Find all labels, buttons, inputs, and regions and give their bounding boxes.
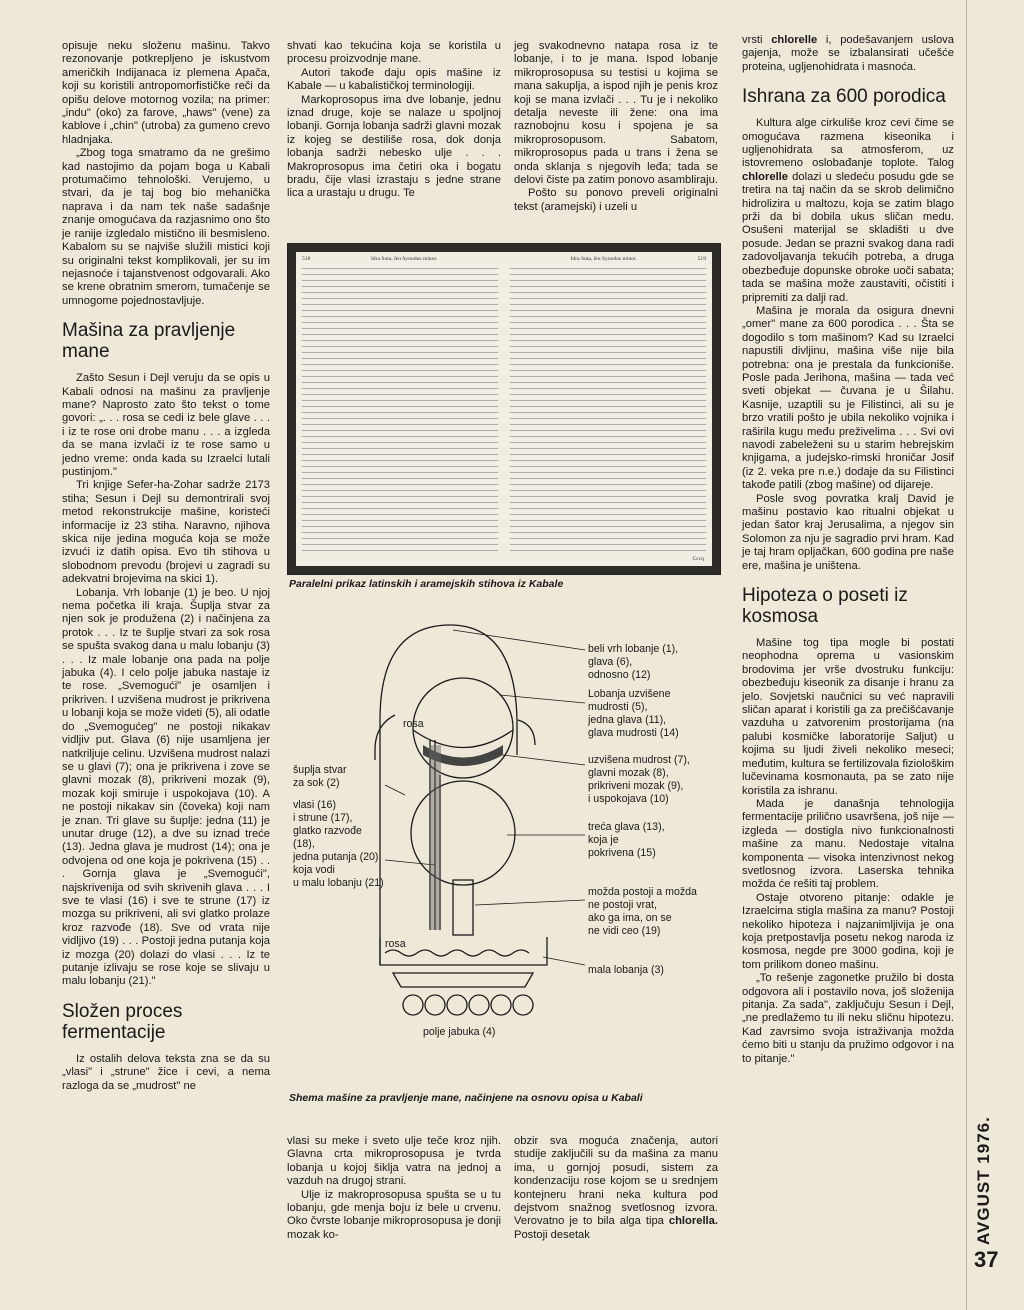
manna-machine-diagram (285, 585, 718, 1090)
paragraph (742, 34, 954, 74)
label-skull-wisdom: mudrosti (5), (588, 701, 648, 713)
section-heading: Hipoteza o poseti iz kosmosa (742, 585, 908, 628)
apple (425, 995, 445, 1015)
paragraph: Ulje iz makroprosopusa spušta se u tu lobanju, gde menja boju iz bele u crvenu. Oko čvrste lobanje mikroprosopusa je donji mozak ko- (287, 1188, 501, 1241)
label-small-skull-3: mala lobanja (3) (588, 964, 664, 976)
label-leading: koja vodi (293, 864, 335, 876)
label-neck: ne postoji vrat, (588, 899, 657, 911)
label-covered: pokrivena (15) (588, 847, 656, 859)
keyword: chlorelle (771, 34, 818, 46)
paragraph: Pošto su ponovo preveli originalni tekst (aramejski) i uzeli u (514, 187, 718, 213)
page-header: Idra Suta, ſeu Synodus minor. (570, 256, 638, 262)
label-which-is: koja je (588, 834, 619, 846)
paragraph: Lobanja. Vrh lobanje (1) je beo. U njoj nema početka ili kraja. Šuplja stvar za njen sok je produžena (2) i načinjena za protok . . . Iz te šuplje stvari za sok rosa se spušta svakog dana u malu lobanju (3) . . . Iz male lobanje ona pada na polje jabuka (4). I celo polje jabuka nastaje iz te rose. „Svemogući" je osamljen i prikriven. I uzvišena mudrost je prikrivena u lobanji koja se može videti (5), ali odatle do „Svemogućeg" ne postoji nikakav vidljiv put. Glava (6) nije usamljena jer natkriljuje celinu. Uzvišena mudrost nalazi se u glavi (7); ona je prikrivena i zove se glavni mozak (8), prikriveni mozak (9), mozak koji smiruje i uspokojava (10). A ne postoji nikakav sin (čoveka) koji nam je znan. Tri glave su šuplje: jedna (11) je unutar druge (12), a dve su iznad treće (13). Jedna glava je mudrost (14); ona je odvojena od one koja je pokrivena (15) . . . Gornja glava je „Svemogući", najskrivenija od svih skrivenih glava . . . I sve te vlasi (16) i sve te strune (17) iz mozga su prikriveni, ali svi glatko prolaze kroz razvođe (18). Sve od vrata nije vidljivo (19) . . . Postoji jedna putanja koja iz mozga (20) dolazi do vlasi . . . Iz te putanje izlivaju se rose koje se slivaju u malu lobanju (21)." (62, 586, 270, 988)
small-skull-dish (393, 973, 533, 987)
page-number: 37 (974, 1247, 999, 1272)
text-run: vrsti (742, 34, 772, 46)
apple (447, 995, 467, 1015)
label-hairs: vlasi (16) (293, 799, 336, 811)
column-4 (742, 34, 954, 1066)
section-heading: Ishrana za 600 porodica (742, 86, 946, 108)
paragraph: opisuje neku složenu mašinu. Takvo rezonovanje potkrepljeno je iskustvom američkih Indijanaca iz plemena Apača, koji su koristili antropomorfističke reči da opišu delove motornog vozila; na primer: „indu" (oko) za farove, „haws" (vene) za kablove i „chin" (utroba) za gumeno crevo hladnjaka. (62, 40, 270, 146)
paragraph: Mašine tog tipa mogle bi postati neophodna oprema u vasionskim brodovima jer vrše dvostruku funkciju: obezbeđuju kiseonik za disanje i hranu za jelo. Sovjetski naučnici su već napravili sličan aparat i koristili ga za prečišćavanje vazduha u zatvorenim prostorijama (na palubi kosmičke laboratorije Saljut) u kojima su ljudi živeli nekoliko meseci; međutim, kultura se fertilizovala fiziološkim lučevinama kosmonauta, pa se zato nije koristila za ishranu. (742, 637, 954, 797)
paragraph: vlasi su meke i sveto ulje teče kroz njih. Glavna crta mikroprosopusa je tvrda lobanja u kojoj šiklja vatra na jednoj a vazduh na drugoj strani. (287, 1135, 501, 1188)
paragraph: „To rešenje zagonetke pružilo bi dosta odgovora ali i postavilo nova, još složenija pitanja. Za sada", zaključuju Sesun i Dejl, „ne predlažemo tu ili neku sličnu hipotezu. Kad zavrsimo svoja istraživanja možda ćemo biti u stanju da pružimo odgovor i na to pitanje." (742, 972, 954, 1065)
column-2-top (287, 40, 501, 201)
text-run: Postoji desetak (514, 1228, 590, 1241)
label-neck: možda postoji a možda (588, 886, 697, 898)
text-run: i, podešavanjem uslova gajenja, može se izbalansirati učešće proteina, ugljenohidrata i masnoća. (742, 34, 954, 73)
label-skull-wisdom: Lobanja uzvišene (588, 688, 671, 700)
paragraph: Zašto Sesun i Dejl veruju da se opis u Kabali odnosi na mašinu za pravljenje mane? Naprosto zato što tekst o tome govori: „. . . rosa se cedi iz bele glave . . . i iz te rose oni drobe manu . . . a izgleda da se mana izvlači iz te rose samo u jedno vreme: onda kada su Izraelci lutali pustinjom." (62, 372, 270, 478)
page-footer-side (968, 1035, 1008, 1275)
kabbalah-book-scan (287, 243, 721, 575)
apple (403, 995, 423, 1015)
column-1 (62, 40, 270, 1093)
label-path: jedna putanja (20) (293, 851, 379, 863)
paragraph: shvati kao tekućina koja se koristila u procesu proizvodnje mane. (287, 40, 501, 66)
label-strings: i strune (17), (293, 812, 353, 824)
aramaic-page (504, 252, 712, 566)
column-3-top (514, 40, 718, 214)
label-one-head: jedna glava (11), (588, 714, 667, 726)
text-run: dolazi u sledeću posudu gde se tretira na taj način da se skrob delimično hidrolizira u maltozu, koja se zatim blago prži da bi dobila ukus sličan medu. Osušeni materijal se skladišti u dve posude. Jedan se prazni svakog dana radi zadovoljavanja tekućih potreba, a druga obezbeđuje dopunske obroke uoči sabata; tada se mašina može zaustaviti, očistiti i pripremiti za dalji rad. (742, 170, 954, 304)
text-run: Kultura alge cirkuliše kroz cevi čime se omogućava razmena kiseonika i ugljenohidrata sa atmosferom, uz istovremeno oslobađanje toplote. Talog (742, 117, 954, 170)
paragraph: Tri knjige Sefer-ha-Zohar sadrže 2173 stiha; Sesun i Dejl su demontrirali svoj metod rekonstrukcije mašine, koristeći informacije iz 23 stiha. Naravno, njihova skica nije jedina moguća koja se može izvući iz datih opisa. Evo tih stihova u slobodnom prevodu (brojevi u zagradi su adekvatni brojevima na skici 1). (62, 479, 270, 586)
paragraph: Ostaje otvoreno pitanje: odakle je Izraelcima stigla mašina za manu? Postoji nekoliko hipoteza i najzanimljivija je ona koja pretpostavlja posetu nekog naroda iz kosmosa, negde pre 3000 godina, koji je tom prilikom doneo mašinu. (742, 891, 954, 971)
apple (513, 995, 533, 1015)
label-supreme-wisdom: uzvišena mudrost (7), (588, 754, 690, 766)
apple (469, 995, 489, 1015)
label-dew-top: rosa (403, 718, 424, 730)
apple (491, 995, 511, 1015)
paragraph: Autori takođe daju opis mašine iz Kabale — u kabalističkoj terminologiji. (287, 66, 501, 93)
label-neck: ako ga ima, on se (588, 912, 672, 924)
page-header: Idra Suta, ſeu Synodus minor. (370, 256, 438, 262)
label-white-top: beli vrh lobanje (1), (588, 643, 679, 655)
label-main-brain: glavni mozak (8), (588, 767, 669, 779)
label-calming: i uspokojava (10) (588, 793, 669, 805)
paragraph: jeg svakodnevno natapa rosa iz te lobanje, i to je mana. Ispod lobanje mikroprosopusa su testisi u kojima se mana sakuplja, a ispod njih je penis kroz koji se mana izvlači . . . Tu je i nekoliko detalja neveste ili žene: ona ima raznobojnu kosu i spojena je sa mikroprosopusom. Sabatom, mikroprosopus pada u trans i žena se onda sklanja s njegovih leđa; tada se delovi čiste pa zatim ponovo asambliraju. (514, 40, 718, 187)
paragraph: Iz ostalih delova teksta zna se da su „vlasi" i „strune" žice i cevi, a nema razloga da se „mudrost" ne (62, 1052, 270, 1092)
diagram-caption: Shema mašine za pravljenje mane, načinjene na osnovu opisa u Kabali (289, 1092, 643, 1104)
page-number: 518 (302, 256, 311, 262)
outer-dome (380, 625, 517, 720)
label-dew-bottom: rosa (385, 938, 406, 950)
label-small-skull: u malu lobanju (21) (293, 877, 384, 889)
keyword: chlorelle (742, 170, 789, 183)
latin-page (296, 252, 504, 566)
label-hollow-thing: šuplja stvar (293, 764, 347, 776)
section-heading: Mašina za pravljenje mane (62, 320, 236, 363)
label-head: glava (6), (588, 656, 633, 668)
label-smooth-divide: glatko razvođe (293, 825, 362, 837)
text-run: obzir sva moguća značenja, autori studije zaključili su da mašina za manu ima, u gornjoj posudi, sistem za kondenzaciju rose kojom se u srednjem kontejneru hrani neka kultura pod dejstvom snažnog svetlosnog izvora. Verovatno je to bila alga tipa (514, 1135, 718, 1228)
page-footer: Cccq (692, 555, 704, 562)
keyword: chlorella. (668, 1215, 718, 1228)
paragraph: Markoprosopus ima dve lobanje, jednu iznad druge, koje se nalaze u spoljnoj lobanji. Gornja lobanja sadrži glavni mozak iz kojeg se destiliše rosa, dok donja lobanja sadrži nebesko ulje . . . Makroprosopus ima četiri oka i bogatu bradu, čije vlasi izrastaju s jedne strane lica a urastaju u drugu. Te (287, 93, 501, 200)
paragraph: Posle svog povratka kralj David je mašinu postavio kao ritualni objekat u jedan šator kraj Jerusalima, a njegov sin Solomon za nju je sagradio prvi hram. Kad je taj hram opljačkan, 600 godina pre naše ere, mašina je uništena. (742, 492, 954, 572)
column-2-bottom (287, 1135, 501, 1242)
text-lines (302, 266, 498, 552)
page-number: 519 (697, 256, 706, 262)
label-apple-field: polje jabuka (4) (423, 1026, 496, 1038)
label-neck: ne vidi ceo (19) (588, 925, 661, 937)
neck (453, 880, 473, 935)
issue-date: AVGUST 1976. (974, 1116, 993, 1245)
paragraph (742, 117, 954, 305)
paragraph: Mada je današnja tehnologija fermentacije prilično usavršena, još nije — izgleda — dostigla nivo funkcionalnosti mašine za manu. Nedostaje vitalna komponenta — visoka intenzivnost nekog svetlosnog izvora. Laserska tehnika možda će rešiti taj problem. (742, 797, 954, 891)
label-third-head: treća glava (13), (588, 821, 665, 833)
section-heading: Složen proces fermentacije (62, 1000, 183, 1043)
paragraph: Mašina je morala da osigura dnevni „omer" mane za 600 porodica . . . Šta se dogodilo s tom mašinom? Kad su Izraelci napustili divljinu, mašina više nije bila potrebna: ona je prestala da funkcioniše. Posle pada Jerihona, mašina — tada već sveti objekat — čuvana je u Šilahu. Kasnije, uzaptili su je Filistinci, ali su je brzo vratili pošto je ubila nekoliko vojnika i raširila kugu među preživelima . . . Svi ovi navodi zabeleženi su u starim hebrejskim knjigama, a judejsko-rimski hroničar Josif (iz 2. veka pre n.e.) dodaje da su Filistinci takođe patili (zbog mašine) od dijareje. (742, 304, 954, 492)
label-or: odnosno (12) (588, 669, 651, 681)
text-lines (510, 266, 706, 552)
margin-rule (966, 0, 967, 1310)
label-18: (18), (293, 838, 315, 850)
label-head-wisdom: glava mudrosti (14) (588, 727, 679, 739)
label-hidden-brain: prikriveni mozak (9), (588, 780, 684, 792)
paragraph: „Zbog toga smatramo da ne grešimo kad nastojimo da pojam boga u Kabali protumačimo tehnološki. Verujemo, u stvari, da je taj bog bio mehanička naprava i da nam tek naše sadašnje znanje omogućava da razjasnimo ono što je ranije izgledalo mistično ili besmisleno. Kabalom su se najviše služili mistici koji su originalni tekst komplikovali, jer su im nejasnoće i tajanstvenost odgovarali. Ako se krene obratnim smerom, tumačenje se umnogome pojednostavljuje. (62, 147, 270, 307)
middle-sphere (411, 781, 515, 885)
label-for-juice: za sok (2) (293, 777, 340, 789)
column-3-bottom (514, 1135, 718, 1242)
scan-caption: Paralelni prikaz latinskih i aramejskih stihova iz Kabale (289, 578, 564, 590)
paragraph (514, 1135, 718, 1242)
